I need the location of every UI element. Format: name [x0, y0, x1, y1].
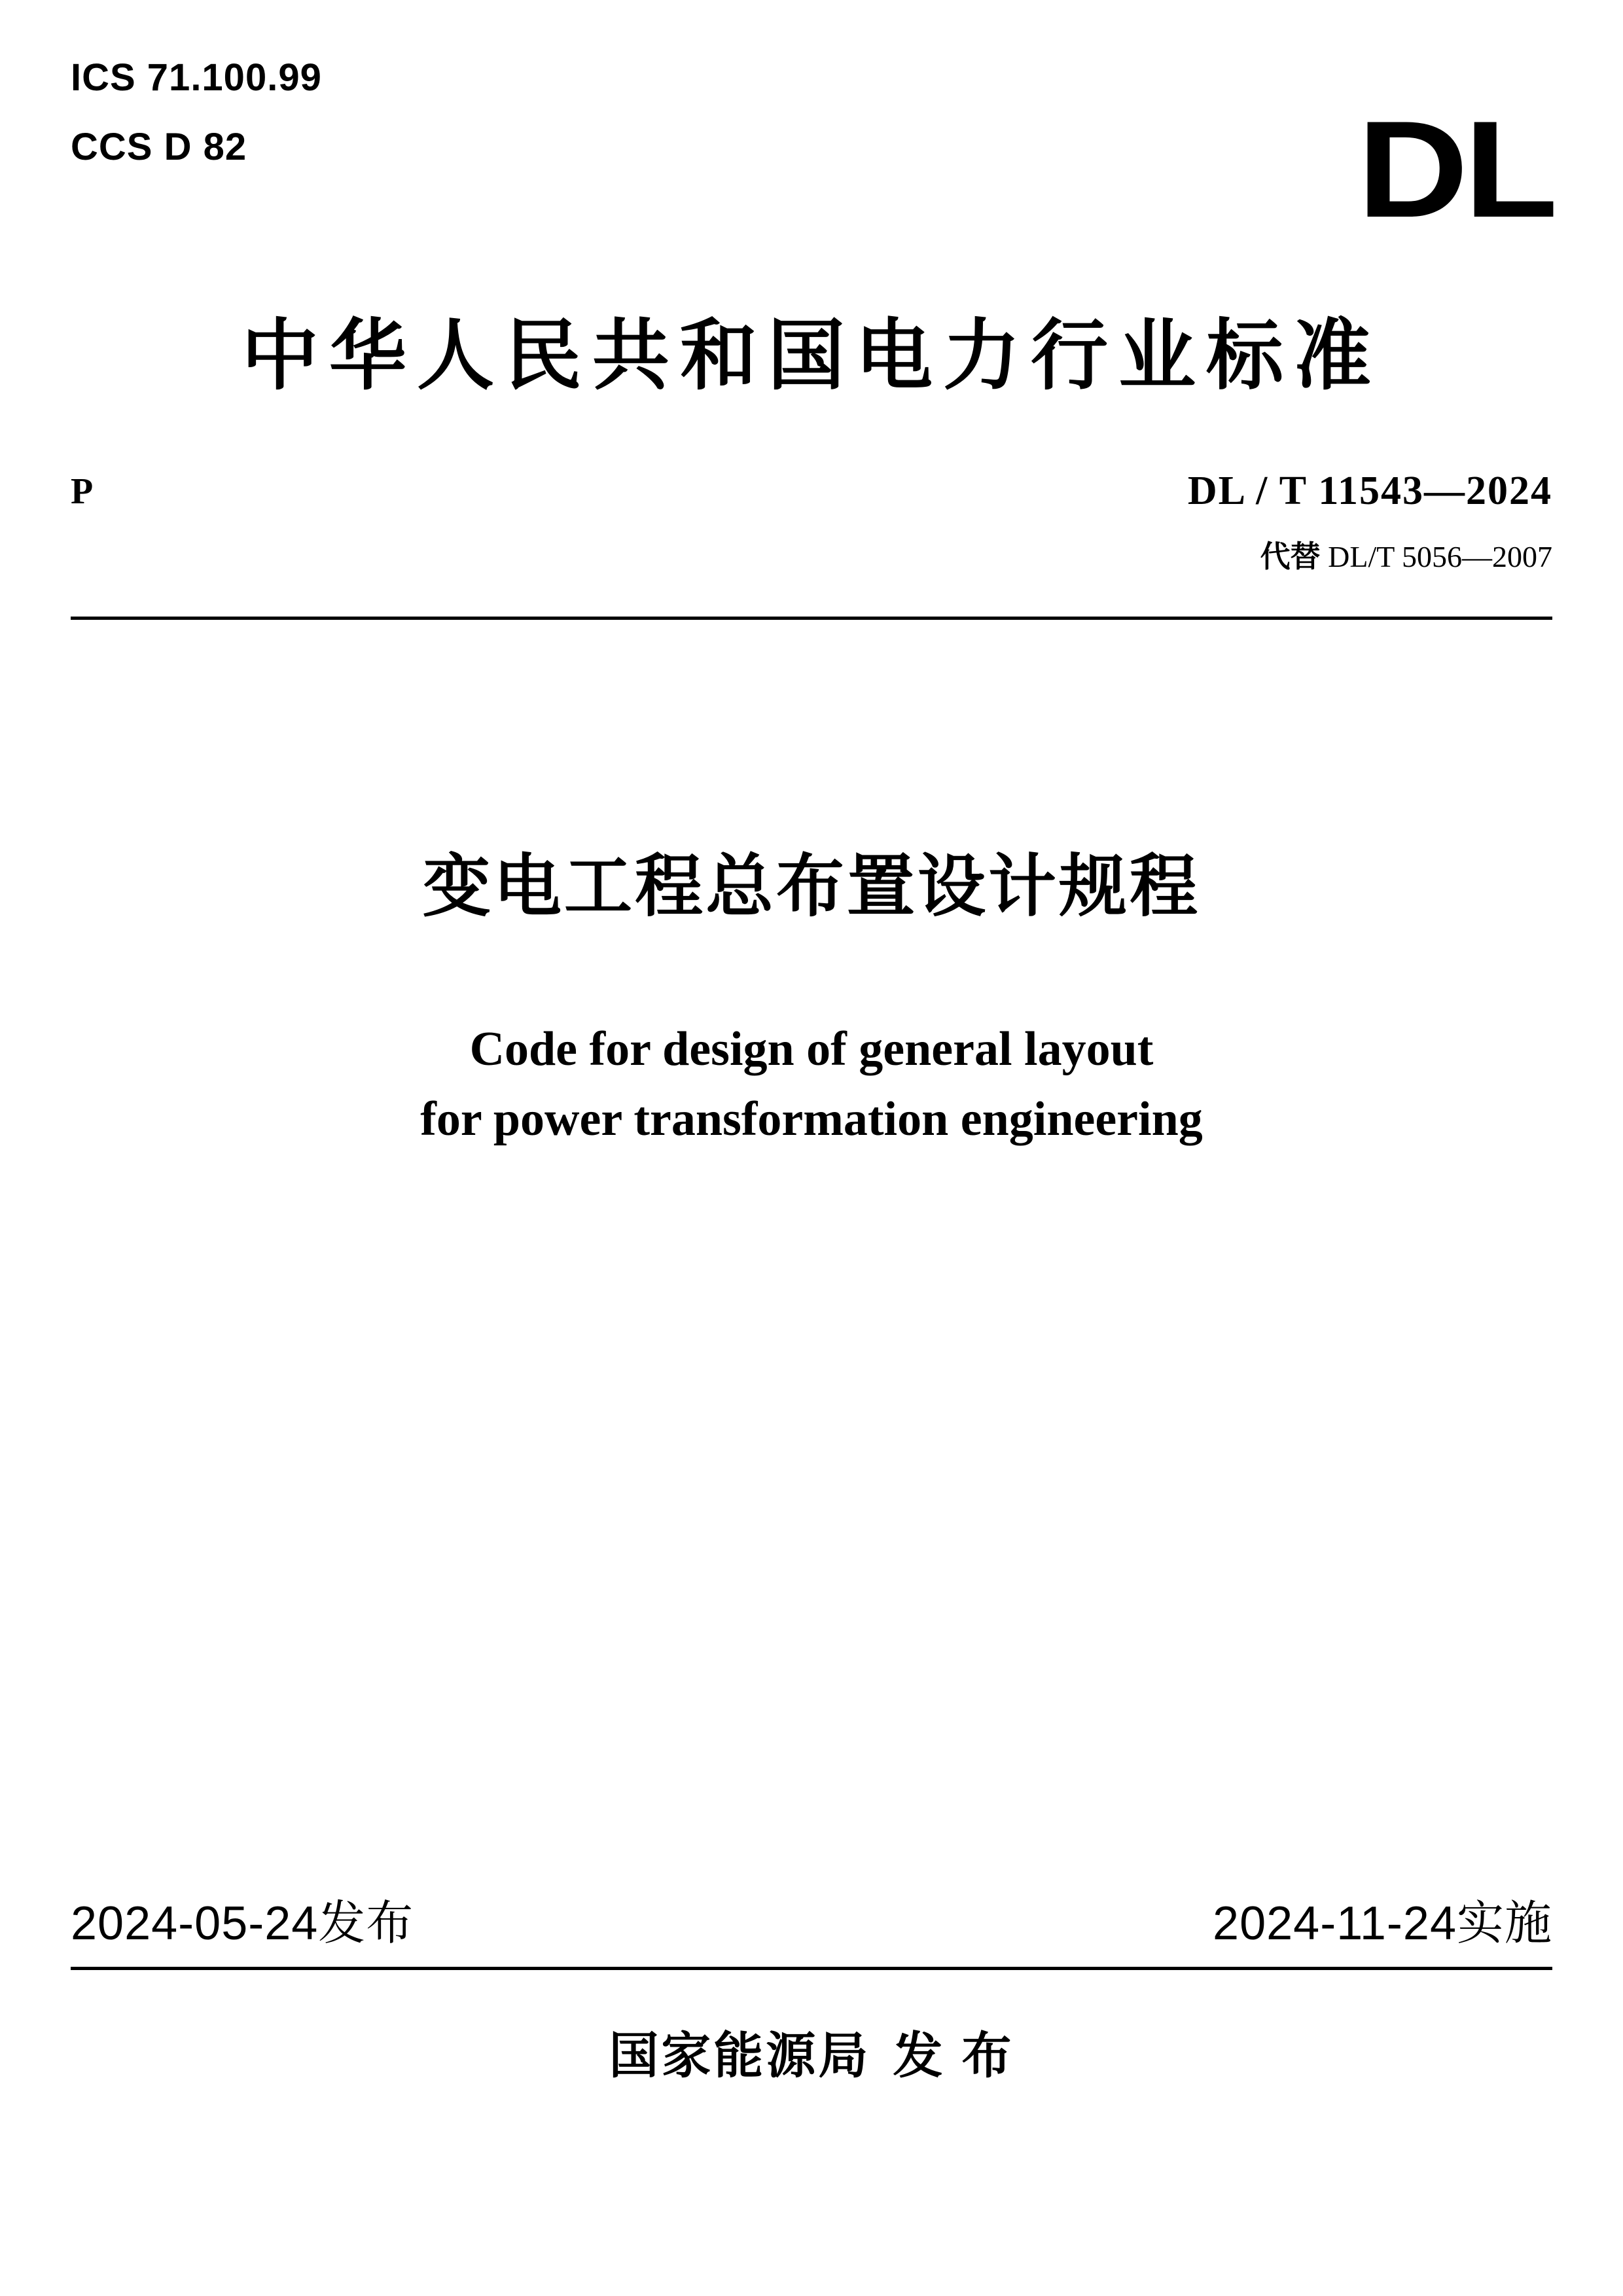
- ccs-code: CCS D 82: [71, 126, 247, 168]
- header-divider: [71, 617, 1552, 620]
- dl-logo: DL: [1357, 92, 1554, 246]
- document-title-en-line1: Code for design of general layout: [469, 1022, 1154, 1076]
- issuing-authority: [71, 2016, 1552, 2087]
- replaces-label: 代替: [1260, 539, 1321, 573]
- document-title-en-line2: for power transformation engineering: [420, 1092, 1203, 1147]
- document-title-en: [131, 1014, 1492, 1155]
- implementation-date: 2024-11-24实施: [1213, 1897, 1552, 1950]
- designation-right: [1188, 468, 1552, 576]
- national-standard-title: 中华人民共和国电力行业标准: [241, 313, 1382, 399]
- designation-row: [71, 468, 1552, 576]
- standard-number: DL / T 11543—2024: [1187, 469, 1552, 513]
- ics-code: ICS 71.100.99: [71, 56, 322, 99]
- replaces-line: [1188, 533, 1552, 576]
- document-title-cn: 变电工程总布置设计规程: [422, 849, 1200, 925]
- issuing-organization: 国家能源局: [609, 2028, 871, 2084]
- replaces-standard: DL/T 5056—2007: [1328, 540, 1552, 573]
- footer-divider: [71, 1967, 1552, 1970]
- issue-date: 2024-05-24发布: [71, 1897, 414, 1950]
- classification-letter: P: [71, 471, 94, 512]
- dates-row: [71, 1885, 1552, 1953]
- header-codes: [71, 56, 1552, 168]
- issuing-action: 发 布: [893, 2028, 1014, 2084]
